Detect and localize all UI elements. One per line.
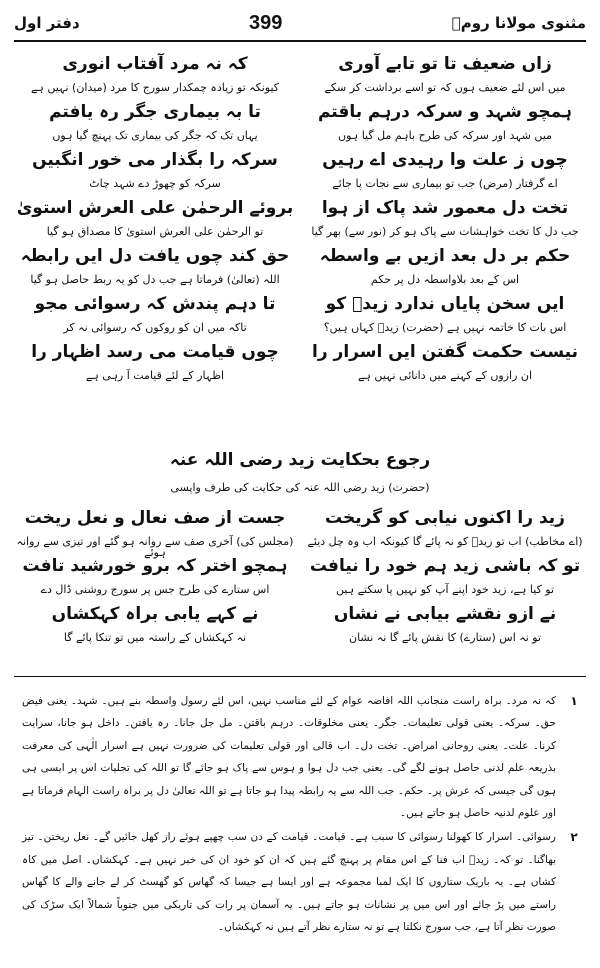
footnote-number: ۲ bbox=[570, 830, 578, 845]
footnote-text: رسوائی۔ اسرار کا کھولنا رسوائی کا سبب ہے۔ قیامت۔ قیامت کے دن سب چھپے ہوئے راز کھل جائیں گے۔ نعل ریختن۔ تیز بھاگنا۔ تو کہ۔ زیدؓ اب فنا کے اس مقام پر پہنچ گئے ہیں کہ ان کو خود ان کی خبر نہیں ہے۔ کہکشاں۔ اصل میں کاہ کشاں ہے۔ یہ باریک ستاروں کا ایک لمبا مجموعہ ہے اور ایسا ہے جیسا کہ گھاس کو گھسٹ کر لے جانے والے کا گھاس راستے میں پڑ جائے اور اس میں پر نشانات ہو جاتے ہیں۔ یہ آسمان پر رات کی تاریکی میں جنوباً شمالاً ایک سڑک کی صورت نظر آتا ہے، جب سورج نکلتا ہے تو نہ ستارے نظر آتے ہیں نہ کہکشاں۔ bbox=[22, 831, 556, 934]
translation-line: سرکہ کو چھوڑ دے شہد چاٹ bbox=[89, 177, 221, 190]
translation-line: تو الرحمٰن علی العرش استویٰ کا مصداق ہو گیا bbox=[46, 225, 264, 238]
verse-line: چوں ز علت وا رہیدی اے رہیں bbox=[322, 150, 568, 170]
translation-line: اس ستارے کی طرح جس پر سورج روشنی ڈال دے bbox=[40, 583, 270, 596]
page-header bbox=[14, 6, 586, 42]
translation-line: تو کیا ہے، زید خود اپنے آپ کو نہیں پا سکتے ہیں bbox=[335, 583, 555, 596]
translation-line: میں اس لئے ضعیف ہوں کہ تو اسے برداشت کر سکے bbox=[324, 81, 566, 94]
translation-line: (اے مخاطب) اب تو زیدؓ کو نہ پائے گا کیونکہ اب وہ چل دیئے bbox=[307, 535, 583, 548]
translation-line: ان رازوں کے کہنے میں دانائی نہیں ہے bbox=[357, 369, 533, 382]
volume-title: دفتر اول bbox=[14, 14, 80, 32]
footnotes bbox=[22, 690, 584, 960]
verse-line: تا دہم پندش کہ رسوائی مجو bbox=[34, 294, 276, 314]
verse-line: حکم بر دل بعد ازیں بے واسطہ bbox=[319, 246, 571, 266]
footnote bbox=[22, 690, 584, 824]
verse-line: ہمچو شہد و سرکہ درہم باقتم bbox=[317, 102, 573, 122]
translation-line: اس بات کا خاتمہ نہیں ہے (حضرت) زیدؓ کہاں ہیں؟ bbox=[323, 321, 567, 334]
verse-line: ہمچو اختر کہ برو خورشید تافت bbox=[22, 556, 288, 576]
verse-line: تخت دل معمور شد پاک از ہوا bbox=[321, 198, 569, 218]
footnote-divider bbox=[14, 676, 586, 677]
book-title: مثنوی مولانا رومؒ bbox=[451, 14, 586, 32]
translation-line: تو نہ اس (ستارے) کا نقش پائے گا نہ نشان bbox=[349, 631, 541, 644]
translation-line: جب دل کا تخت خواہشات سے پاک ہو کر (نور سے) بھر گیا bbox=[311, 225, 579, 238]
verse-line: چوں قیامت می رسد اظہار را bbox=[31, 342, 279, 362]
translation-line: تاکہ میں ان کو روکوں کہ رسوائی نہ کر bbox=[63, 321, 247, 334]
translation-line: (مجلس کی) آخری صف سے روانہ ہو گئے اور تیزی سے روانہ ہوئے bbox=[16, 535, 294, 559]
verse-line: بروئے الرحمٰن علی العرش استویٰ bbox=[16, 198, 294, 218]
translation-line: اے گرفتار (مرض) جب تو بیماری سے نجات پا جائے bbox=[332, 177, 558, 190]
verse-line: نے ازو نقشے بیابی نے نشاں bbox=[333, 604, 557, 624]
section-heading: رجوع بحکایت زید رضی اللہ عنہ bbox=[169, 450, 431, 470]
verses-block-2 bbox=[14, 500, 586, 680]
verse-line: زاں ضعیف تا تو تابے آوری bbox=[338, 54, 552, 74]
verse-line: جست از صف نعال و نعل ریخت bbox=[24, 508, 286, 528]
translation-line: نہ کہکشاں کے راستہ میں تو تنکا پائے گا bbox=[63, 631, 247, 644]
translation-line: کیونکہ تو زیادہ چمکدار سورج کا مرد (میدان) نہیں ہے bbox=[30, 81, 280, 94]
translation-line: یہاں تک کہ جگر کی بیماری تک پہنچ گیا ہوں bbox=[52, 129, 258, 142]
page-number: 399 bbox=[249, 11, 283, 34]
translation-line: اللہ (تعالیٰ) فرماتا ہے جب دل کو یہ ربط حاصل ہو گیا bbox=[30, 273, 280, 286]
footnote-number: ۱ bbox=[570, 694, 578, 708]
translation-line: اس کے بعد بلاواسطہ دل پر حکم bbox=[370, 273, 520, 286]
verse-line: نے کہے یابی براہ کہکشاں bbox=[51, 604, 259, 624]
footnote-text: کہ نہ مرد۔ براہ راست منجانب اللہ افاضہ عوام کے لئے مناسب نہیں، اس لئے رسول واسطہ بنے ہیں۔ شہد۔ یعنی فیض حق۔ سرکہ۔ یعنی قولی تعلیمات۔ جگر۔ یعنی مخلوقات۔ درہم باقتن۔ مل جل جانا۔ رہ یافتن۔ داخل ہو جانا، سرایت کرنا۔ علت۔ یعنی روحانی امراض۔ تخت دل۔ اب قالی اور قولی تعلیمات کی ضرورت نہیں ہے اسرار الٰہی کی معرفت بذریعہ علم لدنی حاصل ہونے لگے گی۔ یعنی جب دل ہوا و ہوس سے پاک ہو جائے گا تو اللہ کی تجلیات اس پر ایسی ہی ہوں گی جیسی کہ عرش پر۔ حکم۔ جب اللہ سے یہ رابطہ پیدا ہو جاتا ہے تو اللہ تعالیٰ دل پر براہ راست الہام فرماتا ہے اور علوم لدنیہ حاصل ہو جاتے ہیں۔ bbox=[22, 695, 556, 820]
verse-line: حق کند چوں یافت دل ایں رابطہ bbox=[20, 246, 290, 266]
verses-block bbox=[14, 46, 586, 446]
verse-line: تو کہ باشی زید ہم خود را نیافت bbox=[309, 556, 581, 576]
verse-line: کہ نہ مرد آفتاب انوری bbox=[62, 54, 248, 74]
verse-line: زید را اکنوں نیابی کو گریخت bbox=[325, 508, 565, 528]
verse-line: ایں سخن پایاں ندارد زیدؓ کو bbox=[325, 294, 565, 314]
footnote bbox=[22, 826, 584, 938]
section-subheading: (حضرت) زید رضی اللہ عنہ کی حکایت کی طرف واپسی bbox=[170, 481, 430, 494]
translation-line: میں شہد اور سرکہ کی طرح باہم مل گیا ہوں bbox=[338, 129, 552, 142]
translation-line: اظہار کے لئے قیامت آ رہی ہے bbox=[85, 369, 225, 382]
verse-line: تا بہ بیماری جگر رہ یافتم bbox=[49, 102, 261, 122]
verse-line: نیست حکمت گفتن ایں اسرار را bbox=[312, 342, 578, 362]
verse-line: سرکہ را بگذار می خور انگبیں bbox=[32, 150, 278, 170]
